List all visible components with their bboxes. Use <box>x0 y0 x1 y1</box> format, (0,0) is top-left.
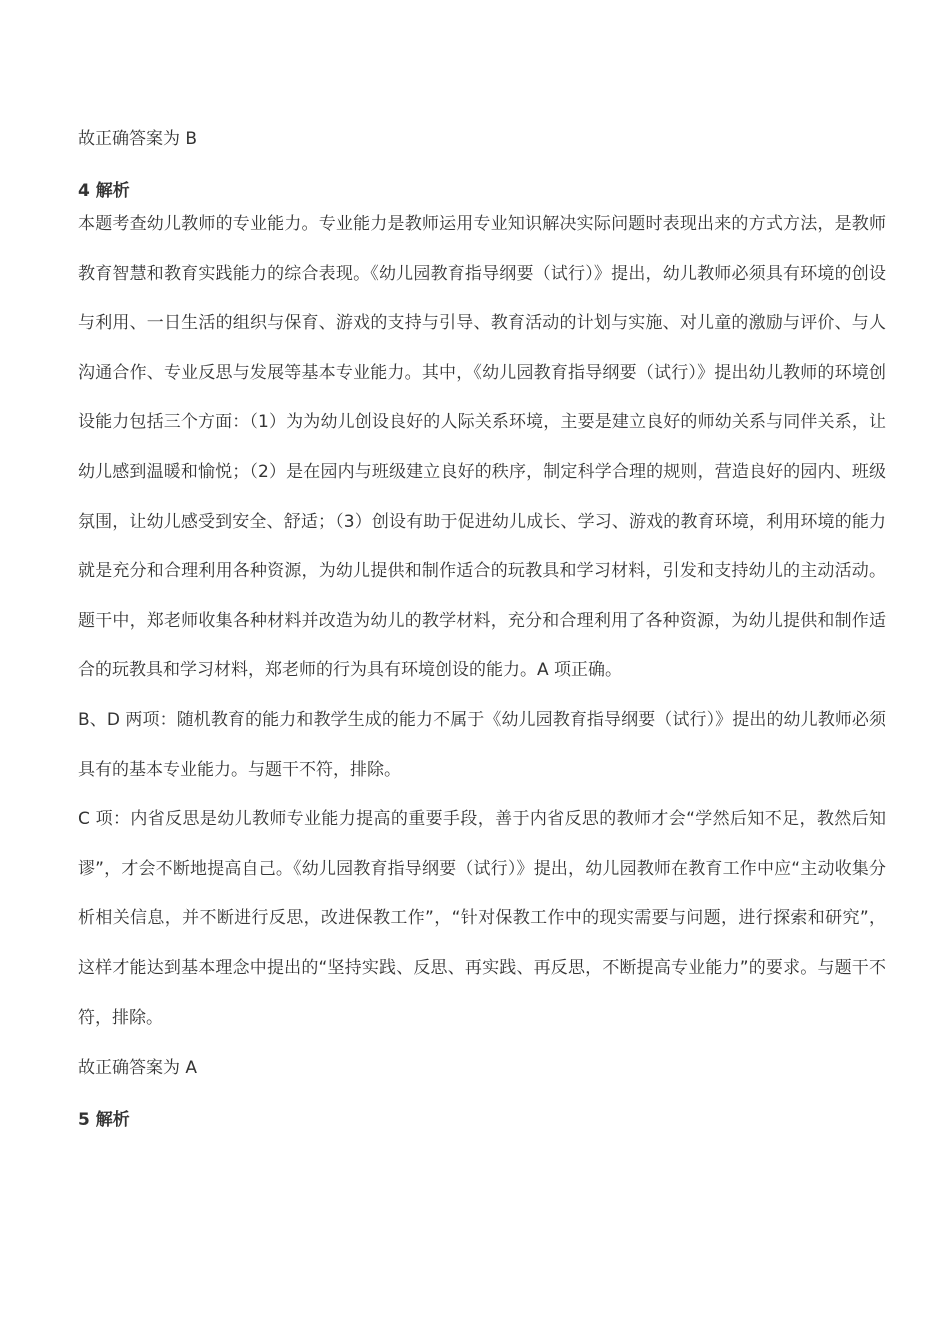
answer-3: 故正确答案为 B <box>78 129 198 149</box>
document-page <box>78 124 886 1135</box>
answer-4: 故正确答案为 A <box>78 1058 198 1079</box>
section-5-heading: 5 解析 <box>78 1110 130 1131</box>
section-4-paragraph-1: 本题考查幼儿教师的专业能力。专业能力是教师运用专业知识解决实际问题时表现出来的方式方法，是教师教育智慧和教育实践能力的综合表现。《幼儿园教育指导纲要（试行）》提出，幼儿教师必须具有环境的创设与利用、一日生活的组织与保育、游戏的支持与引导、教育活动的计划与实施、对儿童的激励与评价、与人沟通合作、专业反思与发展等基本专业能力。其中，《幼儿园教育指导纲要（试行）》提出幼儿教师的环境创设能力包括三个方面：（1）为为幼儿创设良好的人际关系环境，主要是建立良好的师幼关系与同伴关系，让幼儿感到温暖和愉悦；（2）是在园内与班级建立良好的秩序，制定科学合理的规则，营造良好的园内、班级氛围，让幼儿感受到安全、舒适；（3）创设有助于促进幼儿成长、学习、游戏的教育环境，利用环境的能力就是充分和合理利用各种资源，为幼儿提供和制作适合的玩教具和学习材料，引发和支持幼儿的主动活动。题干中，郑老师收集各种材料并改造为幼儿的教学材料，充分和合理利用了各种资源，为幼儿提供和制作适合的玩教具和学习材料，郑老师的行为具有环境创设的能力。A 项正确。 <box>78 214 886 681</box>
section-4-paragraph-3: C 项：内省反思是幼儿教师专业能力提高的重要手段，善于内省反思的教师才会“学然后知不足，教然后知谬”，才会不断地提高自己。《幼儿园教育指导纲要（试行）》提出，幼儿园教师在教育工作中应“主动收集分析相关信息，并不断进行反思，改进保教工作”，“针对保教工作中的现实需要与问题，进行探索和研究”，这样才能达到基本理念中提出的“坚持实践、反思、再实践、再反思，不断提高专业能力”的要求。与题干不符，排除。 <box>78 809 886 1028</box>
section-4-paragraph-2: B、D 两项：随机教育的能力和教学生成的能力不属于《幼儿园教育指导纲要（试行）》提出的幼儿教师必须具有的基本专业能力。与题干不符，排除。 <box>78 709 886 780</box>
section-4-heading: 4 解析 <box>78 181 130 201</box>
